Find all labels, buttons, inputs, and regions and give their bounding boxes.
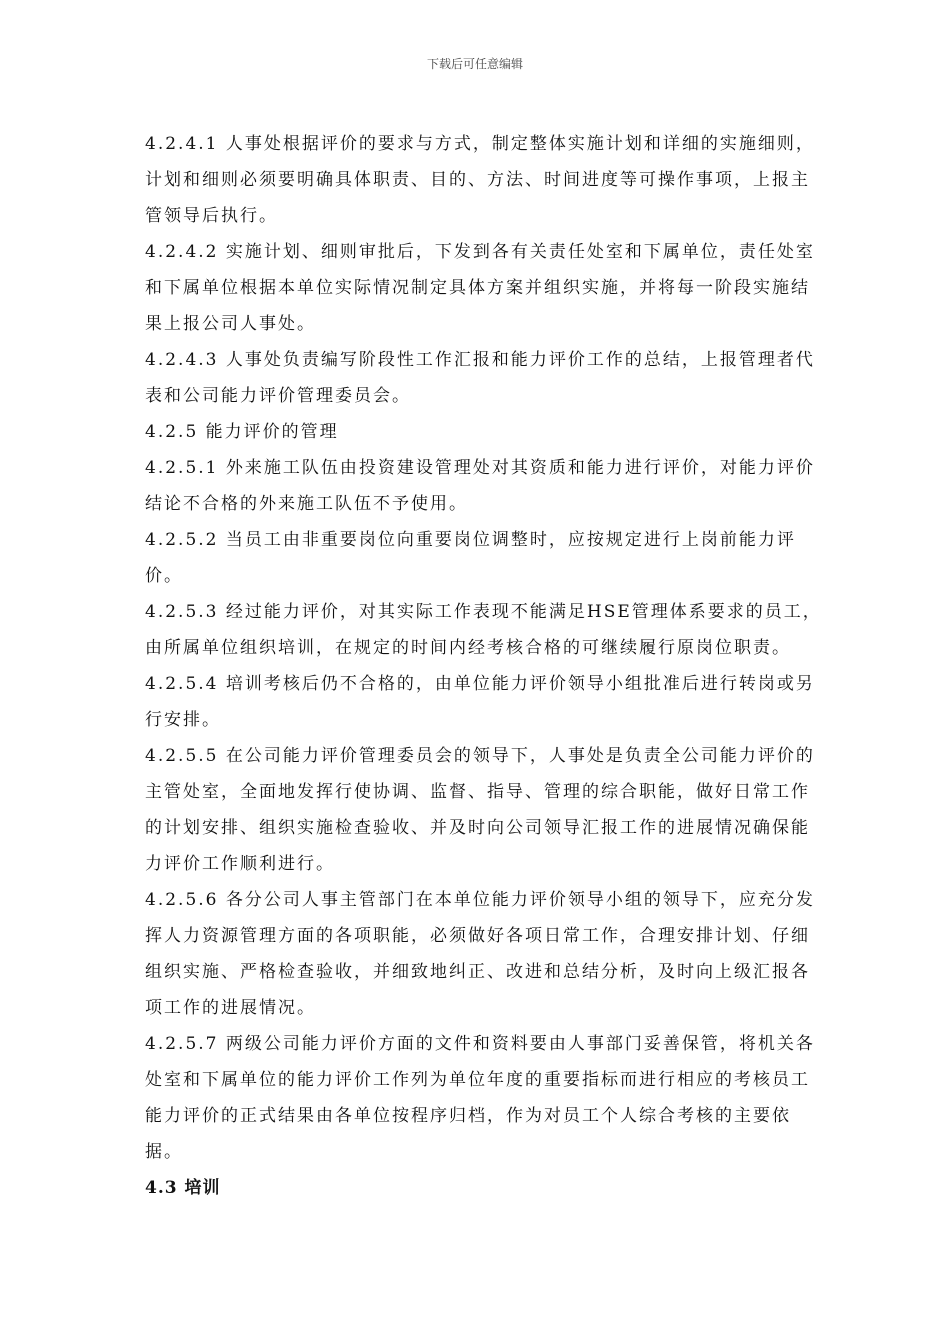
clause-4-2-5-1: 4.2.5.1 外来施工队伍由投资建设管理处对其资质和能力进行评价，对能力评价结论不合格的外来施工队伍不予使用。 xyxy=(145,458,815,514)
document-body xyxy=(145,126,825,1206)
clause-4-2-5-3: 4.2.5.3 经过能力评价，对其实际工作表现不能满足HSE管理体系要求的员工，由所属单位组织培训，在规定的时间内经考核合格的可继续履行原岗位职责。 xyxy=(145,602,822,658)
page-header: 下载后可任意编辑 xyxy=(426,57,523,71)
clause-4-2-4-3: 4.2.4.3 人事处负责编写阶段性工作汇报和能力评价工作的总结，上报管理者代表和公司能力评价管理委员会。 xyxy=(145,350,815,406)
section-heading-4-3: 4.3 培训 xyxy=(145,1178,221,1198)
clause-4-2-5-5: 4.2.5.5 在公司能力评价管理委员会的领导下，人事处是负责全公司能力评价的主管处室，全面地发挥行使协调、监督、指导、管理的综合职能，做好日常工作的计划安排、组织实施检查验收、并及时向公司领导汇报工作的进展情况确保能力评价工作顺利进行。 xyxy=(145,746,815,874)
clause-4-2-5-7: 4.2.5.7 两级公司能力评价方面的文件和资料要由人事部门妥善保管，将机关各处室和下属单位的能力评价工作列为单位年度的重要指标而进行相应的考核员工能力评价的正式结果由各单位按程序归档，作为对员工个人综合考核的主要依据。 xyxy=(145,1034,815,1162)
clause-4-2-4-1: 4.2.4.1 人事处根据评价的要求与方式，制定整体实施计划和详细的实施细则，计划和细则必须要明确具体职责、目的、方法、时间进度等可操作事项，上报主管领导后执行。 xyxy=(145,134,815,226)
clause-4-2-5-4: 4.2.5.4 培训考核后仍不合格的，由单位能力评价领导小组批准后进行转岗或另行安排。 xyxy=(145,674,815,730)
subsection-title-4-2-5: 4.2.5 能力评价的管理 xyxy=(145,422,339,442)
clause-4-2-5-2: 4.2.5.2 当员工由非重要岗位向重要岗位调整时，应按规定进行上岗前能力评价。 xyxy=(145,530,796,586)
clause-4-2-5-6: 4.2.5.6 各分公司人事主管部门在本单位能力评价领导小组的领导下，应充分发挥人力资源管理方面的各项职能，必须做好各项日常工作，合理安排计划、仔细组织实施、严格检查验收，并细致地纠正、改进和总结分析，及时向上级汇报各项工作的进展情况。 xyxy=(145,890,815,1018)
clause-4-2-4-2: 4.2.4.2 实施计划、细则审批后，下发到各有关责任处室和下属单位，责任处室和下属单位根据本单位实际情况制定具体方案并组织实施，并将每一阶段实施结果上报公司人事处。 xyxy=(145,242,815,334)
